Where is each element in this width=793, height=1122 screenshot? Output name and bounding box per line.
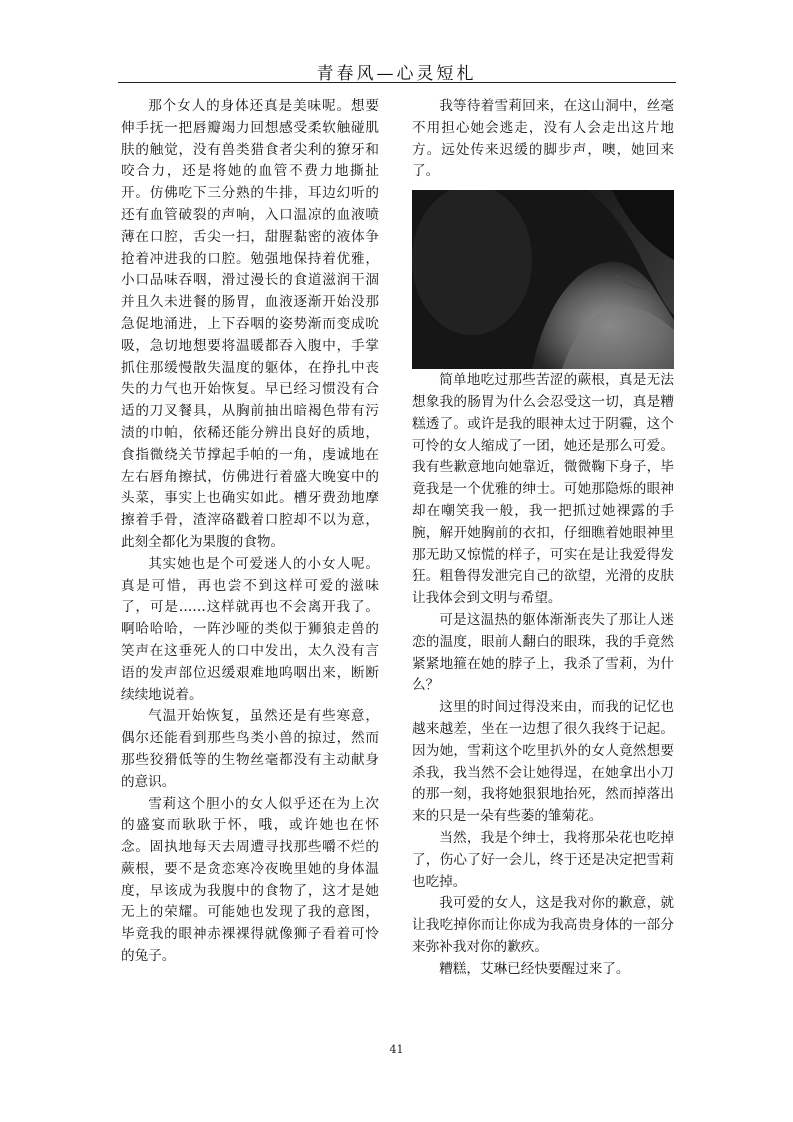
header-rule xyxy=(118,82,676,83)
paragraph: 我等待着雪莉回来，在这山洞中，丝毫不用担心她会逃走，没有人会走出这片地方。远处传来迟缓的脚步声，噢，她回来了。 xyxy=(412,98,674,180)
paragraph: 当然，我是个绅士，我将那朵花也吃掉了，伤心了好一会儿，终于还是决定把雪莉也吃掉。 xyxy=(412,829,674,890)
paragraph: 可是这温热的躯体渐渐丧失了那让人迷恋的温度，眼前人翻白的眼珠，我的手竟然紧紧地箍在她的脖子上，我杀了雪莉，为什么？ xyxy=(412,611,674,694)
paragraph: 气温开始恢复，虽然还是有些寒意，偶尔还能看到那些鸟类小兽的掠过，然而那些狡猾低等的生物丝毫都没有主动献身的意识。 xyxy=(121,708,379,790)
paragraph: 雪莉这个胆小的女人似乎还在为上次的盛宴而耿耿于怀，哦，或许她也在怀念。固执地每天去周遭寻找那些嚼不烂的蕨根，要不是贪恋寒冷夜晚里她的身体温度，早该成为我腹中的食物了，这才是她无上的荣耀。可能她也发现了我的意图，毕竟我的眼神赤裸裸得就像狮子看着可怜的兔子。 xyxy=(121,795,379,965)
page-header-title: 青春风—心灵短札 xyxy=(316,64,477,84)
right-column xyxy=(412,96,674,981)
left-column xyxy=(121,96,379,968)
paragraph: 其实她也是个可爱迷人的小女人呢。真是可惜，再也尝不到这样可爱的滋味了，可是……这样就再也不会离开我了。啊哈哈哈，一阵沙哑的类似于狮狼走兽的笑声在这垂死人的口中发出，太久没有言语的发声部位迟缓艰难地呜咽出来，断断续续地说着。 xyxy=(121,555,379,703)
paragraph: 简单地吃过那些苦涩的蕨根，真是无法想象我的肠胃为什么会忍受这一切，真是糟糕透了。或许是我的眼神太过于阴霾，这个可怜的女人缩成了一团，她还是那么可爱。我有些歉意地向她靠近，微微鞠下身子，毕竟我是一个优雅的绅士。可她那隐烁的眼神却在嘲笑我一般，我一把抓过她裸露的手腕，解开她胸前的衣扣，仔细瞧着她眼神里那无助又惊慌的样子，可实在是让我爱得发狂。粗鲁得发泄完自己的欲望，光滑的皮肤让我体会到文明与希望。 xyxy=(412,372,674,607)
portrait-photo-art xyxy=(412,190,674,369)
paragraph: 那个女人的身体还真是美味呢。想要伸手抚一把唇瓣竭力回想感受柔软触碰肌肤的触觉，没有兽类猎食者尖利的獠牙和咬合力，还是将她的血管不费力地撕扯开。仿佛吃下三分熟的牛排，耳边幻听的还有血管破裂的声响，入口温凉的血液喷薄在口腔，舌尖一扫，甜腥黏密的液体争抢着冲进我的口腔。勉强地保持着优雅，小口品味吞咽，滑过漫长的食道滋润干涸并且久未进餐的肠胃，血液逐渐开始没那急促地涌进，上下吞咽的姿势渐而变成吮吸，急切地想要将温暖都吞入腹中，手掌抓住那缓慢散失温度的躯体，在挣扎中丧失的力气也开始恢复。早已经习惯没有合适的刀叉餐具，从胸前抽出暗褐色带有污渍的巾帕，依稀还能分辨出良好的质地，食指微绕关节撑起手帕的一角，虔诚地在左右唇角擦拭，仿佛进行着盛大晚宴中的头菜，事实上也确实如此。槽牙费劲地摩擦着手骨，渣滓硌戳着口腔却不以为意，此刻全都化为果腹的食物。 xyxy=(121,98,379,550)
paragraph: 我可爱的女人，这是我对你的歉意，就让我吃掉你而让你成为我高贵身体的一部分来弥补我对你的歉疚。 xyxy=(412,895,674,955)
page-number: 41 xyxy=(389,1043,404,1056)
paragraph: 这里的时间过得没来由，而我的记忆也越来越差，坐在一边想了很久我终于记起。因为她，雪莉这个吃里扒外的女人竟然想要杀我，我当然不会让她得逞，在她拿出小刀的那一刻，我将她狠狠地抬死，然而掉落出来的只是一朵有些萎的雏菊花。 xyxy=(412,699,674,825)
paragraph: 糟糕，艾琳已经快要醒过来了。 xyxy=(439,960,630,977)
portrait-photo xyxy=(412,190,674,369)
